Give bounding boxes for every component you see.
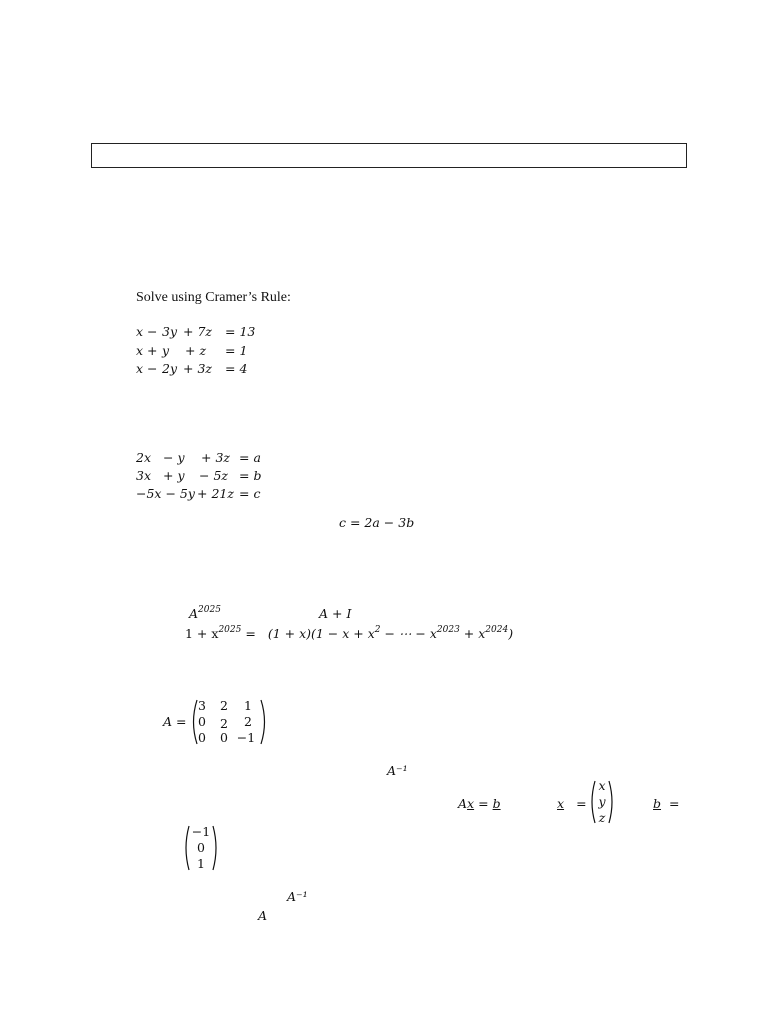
matrix-a bbox=[190, 697, 268, 747]
matrix-a-cell: 0 bbox=[220, 730, 228, 745]
sys2-row2-c4: = b bbox=[239, 468, 262, 483]
sys1-row2-c1: x + bbox=[136, 343, 158, 358]
sys2-row2-c3: − 5z bbox=[199, 468, 228, 483]
sys2-row3-c3: + 21z bbox=[197, 486, 234, 501]
inverse-label: A⁻¹ bbox=[387, 763, 408, 778]
sys2-row2-c2: + y bbox=[163, 468, 185, 483]
matrix-a-cell: 1 bbox=[244, 698, 252, 713]
b-vector-label: b = bbox=[653, 796, 680, 811]
x-vector-entry: z bbox=[598, 810, 606, 825]
sys2-row3-c1: −5x − 5y bbox=[136, 486, 195, 501]
identity-equation: $1 + x^{2025} = (1 + x)(1 - x + x^2$ − ⋯ − $x^{2023} + x^{2024}$) bbox=[185, 625, 514, 641]
matrix-a-cell: −1 bbox=[236, 730, 256, 745]
matrix-a-cell: 0 bbox=[198, 714, 206, 729]
footer-a: A bbox=[258, 908, 268, 923]
sys1-row3-c1: x − bbox=[136, 361, 158, 376]
sys1-row2-c2: y bbox=[162, 343, 170, 358]
matrix-a-cell: 0 bbox=[198, 730, 206, 745]
sys1-row1-c2: 3y bbox=[162, 324, 178, 339]
intro-text: Solve using Cramer’s Rule: bbox=[136, 290, 291, 305]
sys2-row1-c2: − y bbox=[163, 450, 185, 465]
matrix-a-cell: 2 bbox=[220, 716, 228, 731]
sys1-row1-c1: x − bbox=[136, 324, 158, 339]
sys1-row2-c3: + z bbox=[185, 343, 207, 358]
sys1-row1-c4: = 13 bbox=[225, 324, 256, 339]
sys2-row3-c4: = c bbox=[239, 486, 261, 501]
matrix-a-cell: 3 bbox=[198, 698, 206, 713]
b-vector bbox=[183, 824, 219, 872]
matrix-a-label: A = bbox=[163, 714, 187, 729]
sys1-row2-c4: = 1 bbox=[225, 343, 248, 358]
x-vector-entry: x bbox=[598, 778, 606, 793]
b-vector-entry: 0 bbox=[197, 840, 205, 855]
title-box bbox=[91, 143, 687, 168]
sys1-row3-c4: = 4 bbox=[225, 361, 248, 376]
sys2-row2-c1: 3x bbox=[136, 468, 152, 483]
sys2-row1-c3: + 3z bbox=[201, 450, 230, 465]
b-vector-entry: −1 bbox=[191, 824, 211, 839]
x-vector-label: x = bbox=[557, 796, 587, 811]
a-power: $A^{2025}$ bbox=[189, 605, 221, 621]
sys1-row1-c3: + 7z bbox=[183, 324, 212, 339]
b-vector-entry: 1 bbox=[197, 856, 205, 871]
linear-system: Ax = b bbox=[458, 796, 501, 811]
a-plus-i: A + I bbox=[319, 606, 352, 621]
x-vector-entry: y bbox=[598, 794, 606, 809]
sys1-row3-c2: 2y bbox=[162, 361, 178, 376]
sys2-row1-c4: = a bbox=[239, 450, 261, 465]
matrix-a-cell: 2 bbox=[220, 698, 228, 713]
sys2-row1-c1: 2x bbox=[136, 450, 152, 465]
x-vector bbox=[589, 779, 615, 825]
condition-equation: c = 2a − 3b bbox=[339, 515, 415, 530]
sys1-row3-c3: + 3z bbox=[183, 361, 212, 376]
matrix-a-cell: 2 bbox=[244, 714, 252, 729]
footer-inverse: A⁻¹ bbox=[287, 889, 308, 904]
